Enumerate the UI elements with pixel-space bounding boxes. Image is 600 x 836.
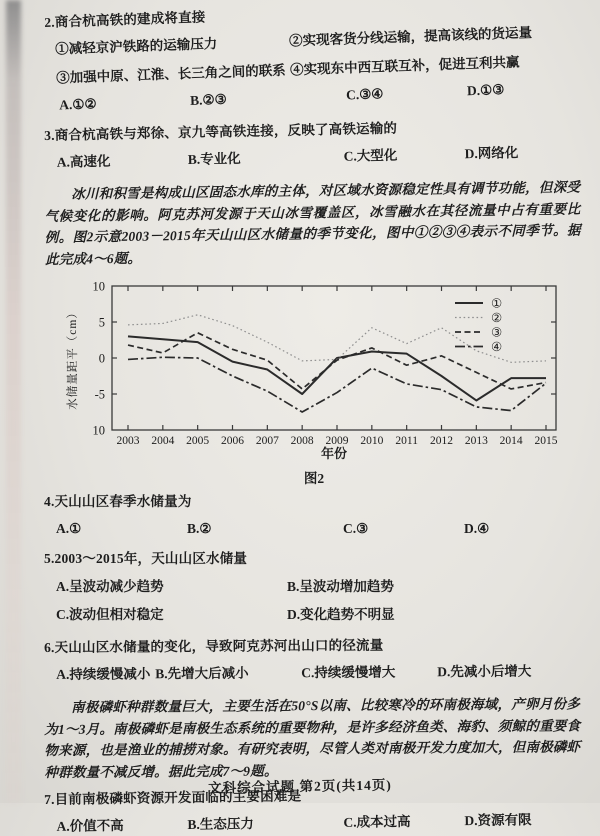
svg-text:④: ④ xyxy=(491,340,503,354)
question-6-option-c: C.持续缓慢增大 xyxy=(301,664,396,681)
question-2-option-d: D.①③ xyxy=(466,81,505,99)
question-5-stem: 5.2003～2015年，天山山区水储量 xyxy=(44,551,248,566)
question-5-option-c: C.波动但相对稳定 xyxy=(56,607,164,622)
question-3-option-b: B.专业化 xyxy=(187,150,241,167)
passage-glacier: 冰川和积雪是构成山区固态水库的主体，对区域水资源稳定性具有调节功能，但深受气候变化的影响。阿克苏河发源于天山冰雪覆盖区，冰雪融水在其径流量中占有重要比例。图2示意2003－2015年天山山区水储量的季节变化，图中①②③④表示不同季节。据此完成4～6题。 xyxy=(44,179,581,267)
question-6-option-a: A.持续缓慢减小 xyxy=(56,666,151,682)
question-2-stem: 2.商合杭高铁的建成将直接 xyxy=(44,9,206,30)
question-4-stem: 4.天山山区春季水储量为 xyxy=(44,494,192,509)
question-6 xyxy=(44,634,580,684)
svg-text:-5: -5 xyxy=(94,387,105,402)
question-4-option-d: D.④ xyxy=(464,521,490,536)
question-3-stem: 3.商合杭高铁与郑徐、京九等高铁连接，反映了高铁运输的 xyxy=(44,120,398,143)
svg-text:2013: 2013 xyxy=(464,435,488,447)
svg-text:0: 0 xyxy=(98,351,105,366)
svg-text:水储量距平（cm）: 水储量距平（cm） xyxy=(67,306,79,410)
svg-text:2011: 2011 xyxy=(395,435,418,447)
question-4-options xyxy=(44,519,580,538)
question-2-option-a: A.①② xyxy=(58,96,97,113)
question-5-option-d: D.变化趋势不明显 xyxy=(287,607,395,622)
svg-text:2007: 2007 xyxy=(255,435,279,447)
question-4 xyxy=(44,492,580,538)
question-2 xyxy=(44,0,583,115)
question-3-option-a: A.高速化 xyxy=(56,153,111,170)
question-7-option-c: C.成本过高 xyxy=(343,813,411,830)
svg-text:2003: 2003 xyxy=(116,435,140,447)
svg-text:2004: 2004 xyxy=(151,435,175,447)
chart-caption: 图2 xyxy=(303,471,325,486)
svg-text:2014: 2014 xyxy=(499,435,523,447)
question-3-options xyxy=(45,142,581,172)
svg-text:③: ③ xyxy=(491,325,503,340)
question-7-options xyxy=(44,810,580,836)
question-2-subitem-1: ①减轻京沪铁路的运输压力 xyxy=(55,35,218,57)
question-5-option-b: B.呈波动增加趋势 xyxy=(287,579,394,594)
svg-text:10: 10 xyxy=(92,423,105,438)
passage-krill: 南极磷虾种群数量巨大，主要生活在50°S以南、比较寒冷的环南极海域，产卵月份多为1～3月。南极磷虾是南极生态系统的重要物种，是许多经济鱼类、海豹、须鲸的重要食物来源，也是渔业的捕捞对象。有研究表明，尽管人类对南极开发力度加大，但南极磷虾种群数量不减反增。据此完成7～9题。 xyxy=(44,696,581,780)
page-spine-shadow xyxy=(6,0,21,803)
question-4-option-c: C.③ xyxy=(343,521,369,536)
question-5 xyxy=(44,549,580,625)
question-6-option-d: D.先减小后增大 xyxy=(437,663,532,680)
question-7-stem: 7.目前南极磷虾资源开发面临的主要困难是 xyxy=(44,788,302,807)
question-6-stem: 6.天山山区水储量的变化，导致阿克苏河出山口的径流量 xyxy=(44,637,384,655)
question-2-subitem-2: ②实现客货分线运输，提高该线的货运量 xyxy=(288,24,533,49)
svg-text:2006: 2006 xyxy=(221,435,244,447)
question-7-option-b: B.生态压力 xyxy=(187,816,254,832)
question-4-option-a: A.① xyxy=(56,521,82,536)
svg-text:2015: 2015 xyxy=(534,435,558,447)
question-2-subitem-4: ④实现东中西互联互补，促进互利共赢 xyxy=(289,54,520,78)
svg-text:②: ② xyxy=(491,311,503,325)
question-2-subitem-3: ③加强中原、江淮、长三角之间的联系 xyxy=(56,62,286,86)
svg-text:2010: 2010 xyxy=(360,435,384,447)
svg-text:2008: 2008 xyxy=(290,435,314,447)
svg-text:2009: 2009 xyxy=(325,435,349,447)
figure-2 xyxy=(56,274,572,487)
question-6-option-b: B.先增大后减小 xyxy=(155,665,249,682)
question-6-options xyxy=(44,661,580,684)
question-4-option-b: B.② xyxy=(187,521,212,536)
exam-page xyxy=(44,10,580,836)
svg-text:①: ① xyxy=(491,296,503,311)
question-5-options xyxy=(44,577,580,625)
svg-text:年份: 年份 xyxy=(320,446,348,461)
question-2-option-b: B.②③ xyxy=(189,91,227,108)
question-7-option-a: A.价值不高 xyxy=(56,817,124,834)
question-2-option-c: C.③④ xyxy=(345,86,384,103)
question-3 xyxy=(44,115,581,172)
svg-text:2005: 2005 xyxy=(186,435,210,447)
question-2-subitems xyxy=(45,21,582,88)
svg-text:5: 5 xyxy=(98,315,105,330)
page-footer: 文科综合试题 第2页(共14页) xyxy=(208,777,392,796)
question-3-option-c: C.大型化 xyxy=(343,147,398,164)
question-5-option-a: A.呈波动减少趋势 xyxy=(56,579,164,594)
water-storage-chart xyxy=(56,274,572,466)
svg-text:10: 10 xyxy=(92,279,105,294)
svg-text:2012: 2012 xyxy=(430,435,453,447)
question-7-option-d: D.资源有限 xyxy=(464,812,532,829)
question-3-option-d: D.网络化 xyxy=(464,145,519,162)
